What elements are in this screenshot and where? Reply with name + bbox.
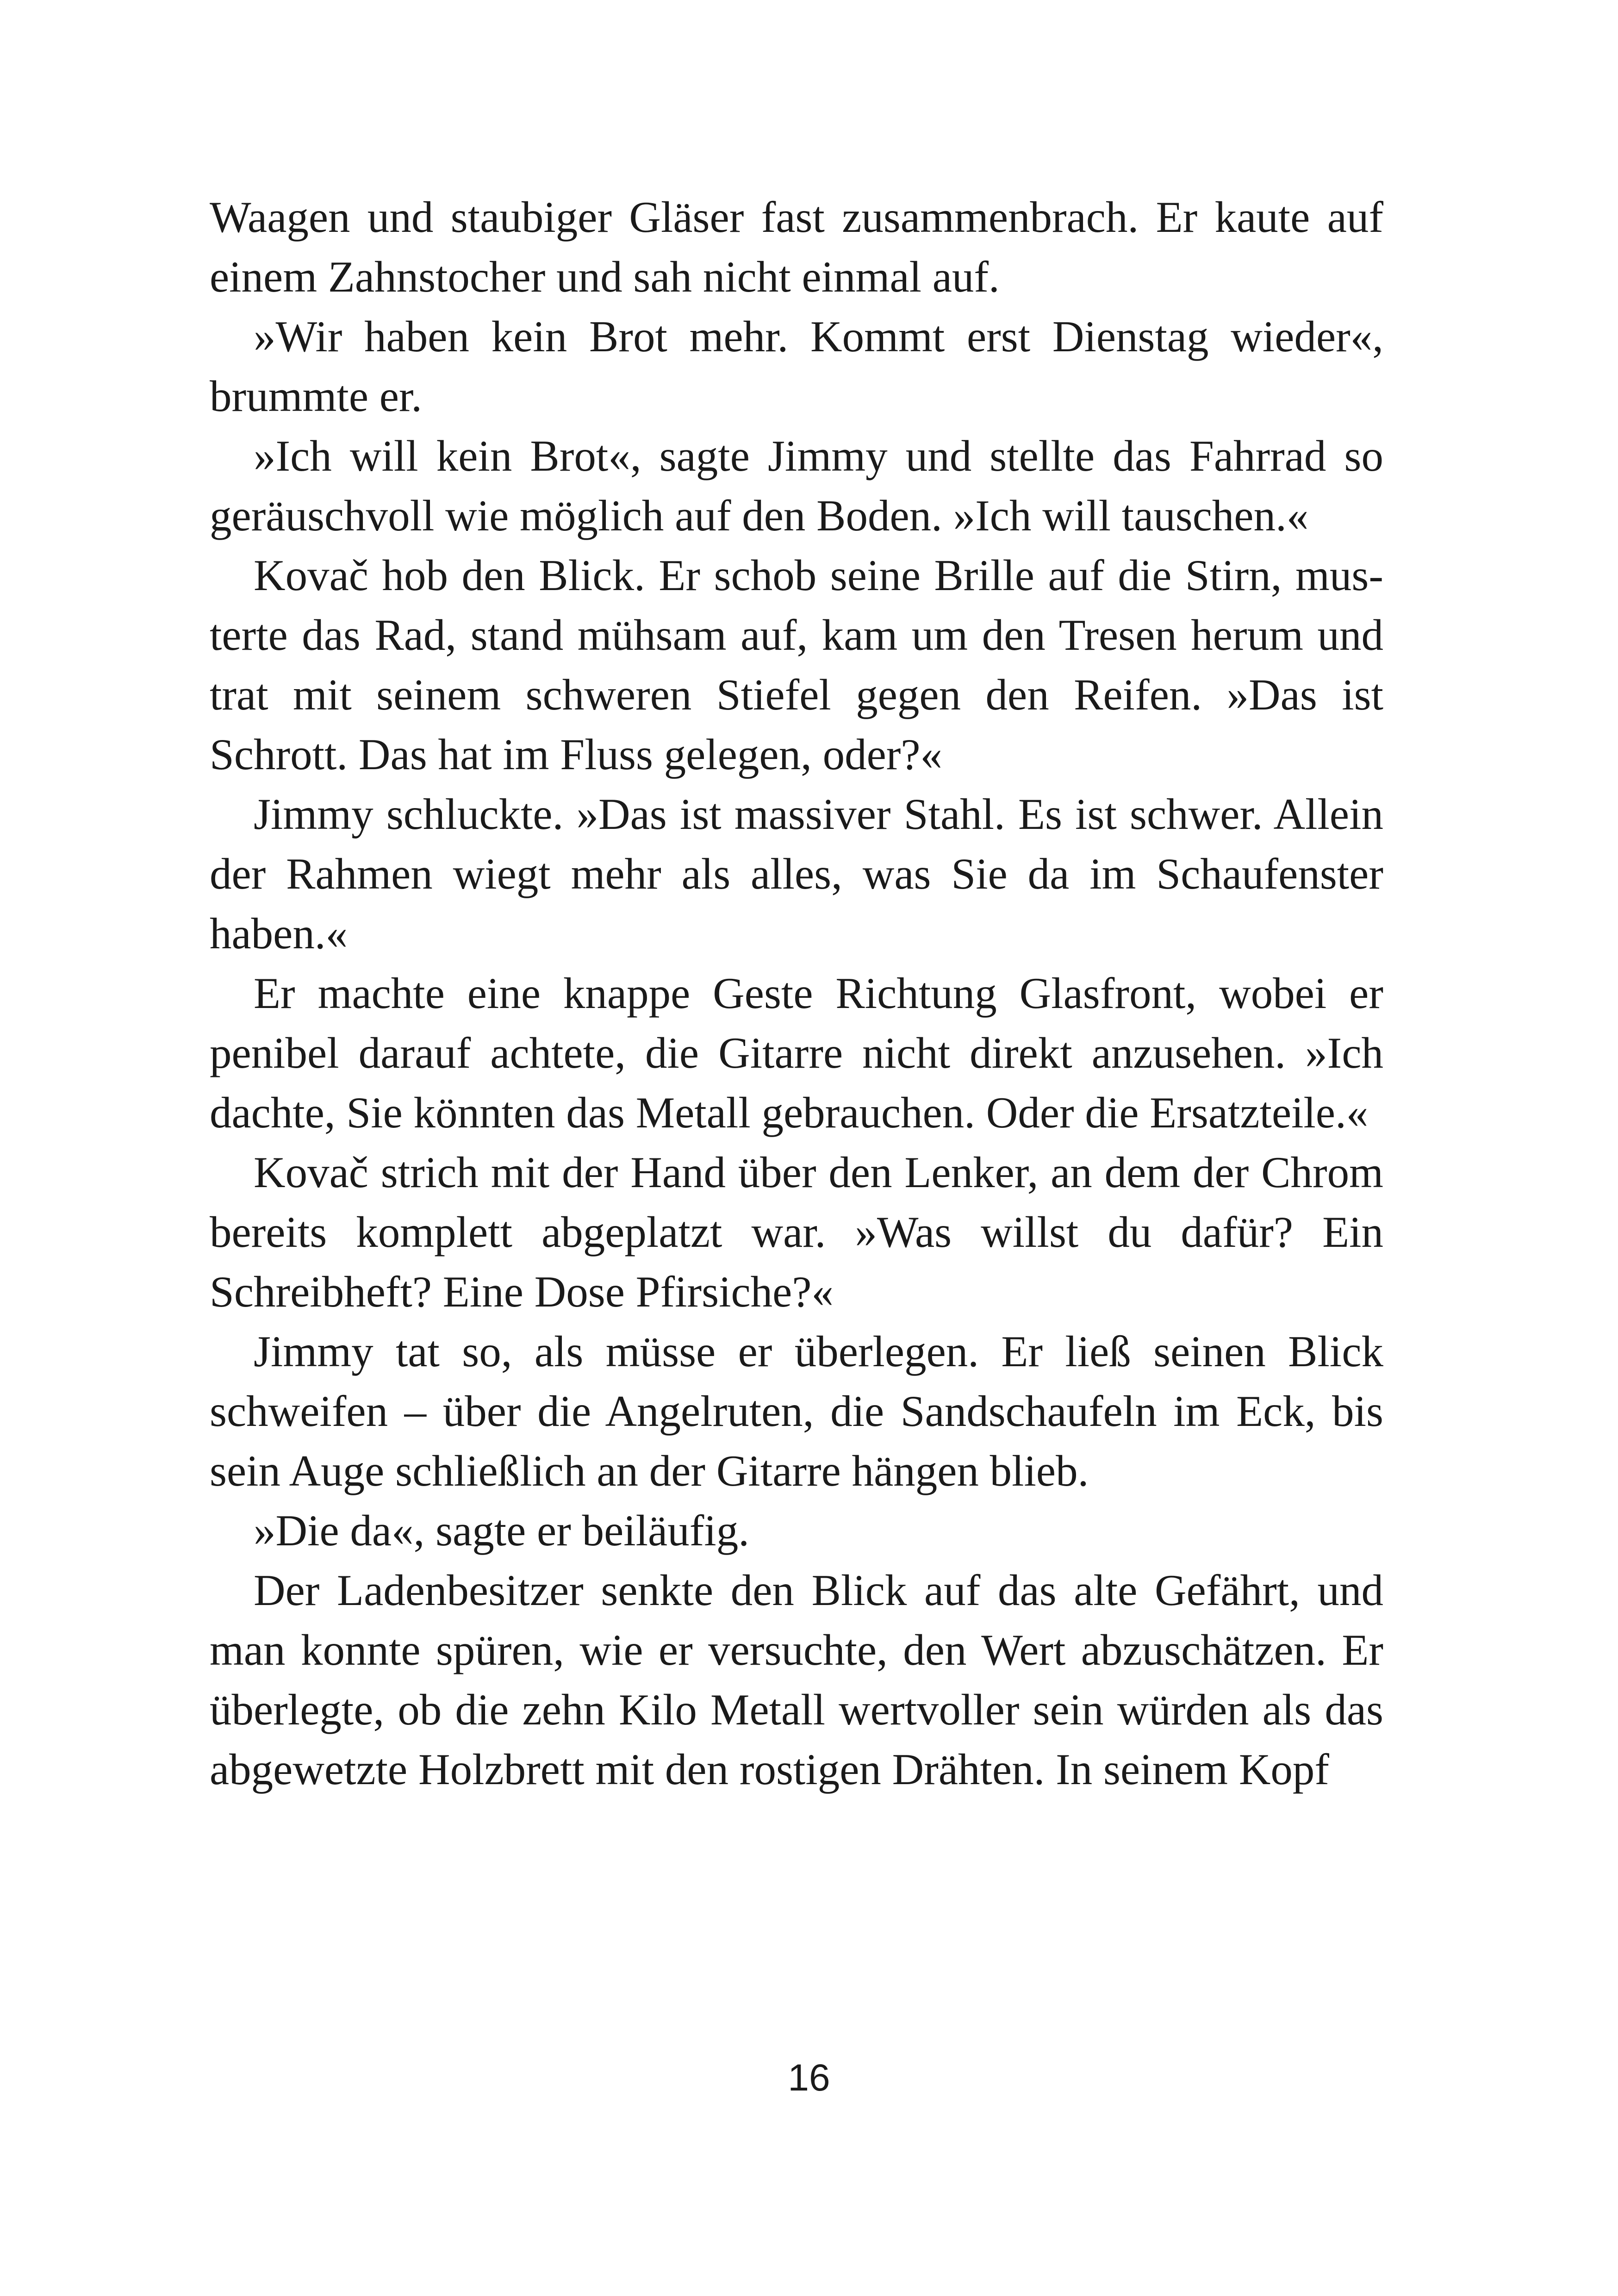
paragraph-2: »Wir haben kein Brot mehr. Kommt erst Dienstag wieder«, brummte er.: [210, 312, 1383, 421]
paragraph-5: Jimmy schluckte. »Das ist massiver Stahl. Es ist schwer. Allein der Rahmen wiegt mehr als alles, was Sie da im Schaufenster haben.«: [210, 790, 1383, 958]
paragraph-9: »Die da«, sagte er beiläufig.: [254, 1506, 749, 1555]
paragraph-10: Der Ladenbesitzer senkte den Blick auf das alte Gefährt, und man konnte spüren, wie er versuchte, den Wert abzuschätzen. Er überlegte, ob die zehn Kilo Metall wertvoller sein würden als das abgewetzte Holzbrett mit den rostigen Drähten. In seinem Kopf: [210, 1566, 1383, 1794]
paragraph-1: Waagen und staubiger Gläser fast zusammenbrach. Er kaute auf einem Zahnstocher und sah nicht einmal auf.: [210, 193, 1383, 301]
paragraph-8: Jimmy tat so, als müsse er überlegen. Er ließ seinen Blick schweifen – über die Angelruten, die Sandschaufeln im Eck, bis sein Auge schließlich an der Gitarre hängen blieb.: [210, 1327, 1383, 1495]
paragraph-4: Kovač hob den Blick. Er schob seine Brille auf die Stirn, musterte das Rad, stand mühsam auf, kam um den Tresen herum und trat mit seinem schweren Stiefel gegen den Reifen. »Das ist Schrott. Das hat im Fluss gelegen, oder?«: [210, 551, 1383, 779]
paragraph-6: Er machte eine knappe Geste Richtung Glasfront, wobei er penibel darauf achtete, die Gitarre nicht direkt anzusehen. »Ich dachte, Sie könnten das Metall gebrauchen. Oder die Ersatzteile.«: [210, 969, 1383, 1137]
paragraph-3: »Ich will kein Brot«, sagte Jimmy und stellte das Fahrrad so geräuschvoll wie möglich auf den Boden. »Ich will tauschen.«: [210, 431, 1383, 540]
page-number: 16: [788, 2057, 830, 2099]
body-text: [210, 187, 1383, 1799]
paragraph-7: Kovač strich mit der Hand über den Lenker, an dem der Chrom bereits komplett abgeplatzt war. »Was willst du dafür? Ein Schreibheft? Eine Dose Pfirsiche?«: [210, 1148, 1383, 1316]
